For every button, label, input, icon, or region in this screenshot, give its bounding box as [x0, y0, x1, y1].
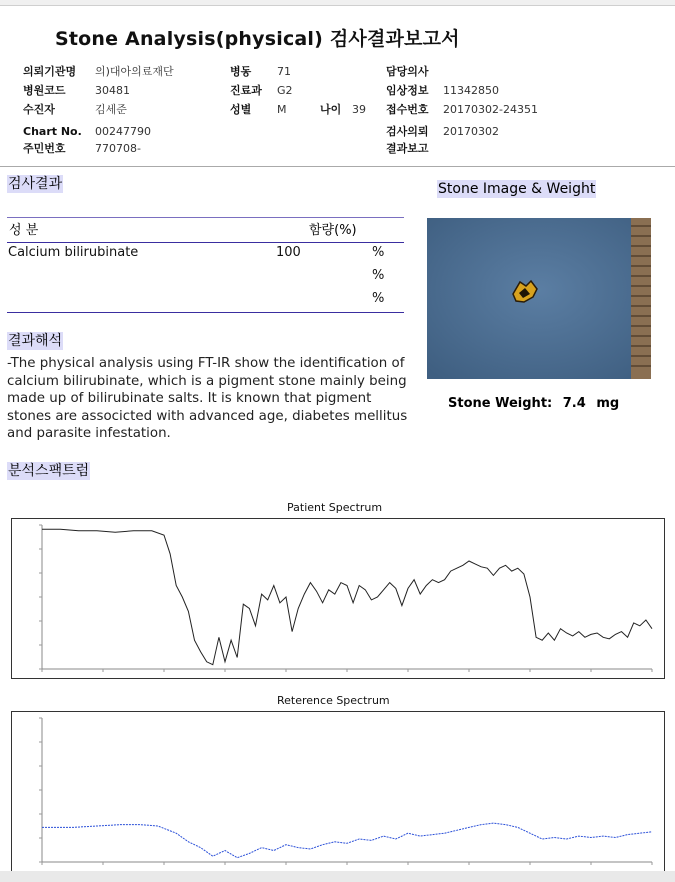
reference-spectrum-title: Reterence Spectrum	[277, 694, 390, 707]
doctor-label: 담당의사	[386, 65, 429, 78]
report-date-label: 결과보고	[386, 142, 429, 155]
component-unit: %	[372, 291, 385, 306]
interpretation-section-title: 결과해석	[8, 333, 63, 349]
department-label: 진료과	[230, 84, 262, 97]
age-label: 나이	[320, 103, 342, 116]
receipt-no-value: 20170302-24351	[443, 103, 538, 116]
hospital-code-value: 30481	[95, 84, 130, 97]
component-amount: 100	[276, 245, 301, 260]
stone-weight-label: Stone Weight:	[448, 396, 553, 411]
reference-spectrum-chart	[11, 711, 665, 872]
results-section-title: 검사결과	[8, 176, 63, 192]
patient-spectrum-line	[42, 529, 652, 664]
header-divider	[0, 166, 675, 167]
patient-spectrum-plot	[12, 519, 664, 678]
spectrum-section-title: 분석스팩트럼	[8, 463, 90, 479]
report-title: Stone Analysis(physical) 검사결과보고서	[55, 28, 460, 50]
patient-name-value: 김세준	[95, 103, 127, 116]
component-unit: %	[372, 268, 385, 283]
stone-photo-graphic	[427, 218, 651, 379]
table-top-rule	[7, 217, 404, 218]
interpretation-text: -The physical analysis using FT-IR show the identification of calcium bilirubinate, which is a pigment stone mainly being made up of bilirubinate salts. It is known that pigment stones are associcted with advanced age, diabetes mellitus and parasite infestation.	[7, 356, 408, 441]
reference-spectrum-line	[42, 823, 652, 858]
component-column-header: 성 분	[9, 223, 39, 238]
resident-no-value: 770708-	[95, 142, 141, 155]
clinical-info-label: 임상정보	[386, 84, 429, 97]
age-value: 39	[352, 103, 366, 116]
stone-weight-unit: mg	[596, 396, 620, 411]
stone-section-title: Stone Image & Weight	[438, 181, 596, 197]
report-page	[0, 5, 675, 878]
clinical-info-value: 11342850	[443, 84, 499, 97]
request-date-value: 20170302	[443, 125, 499, 138]
bottom-bar	[0, 871, 675, 882]
sex-label: 성별	[230, 103, 252, 116]
requesting-org-label: 의뢰기관명	[23, 65, 77, 78]
component-unit: %	[372, 245, 385, 260]
stone-photo	[427, 218, 651, 379]
chart-no-label: Chart No.	[23, 125, 82, 138]
hospital-code-label: 병원코드	[23, 84, 66, 97]
reference-spectrum-plot	[12, 712, 664, 871]
table-header-rule	[7, 242, 404, 243]
chart-no-value: 00247790	[95, 125, 151, 138]
department-value: G2	[277, 84, 293, 97]
component-name: Calcium bilirubinate	[8, 245, 139, 260]
amount-column-header: 함량(%)	[309, 223, 357, 238]
requesting-org-value: 의)대아의료재단	[95, 65, 174, 78]
ward-label: 병동	[230, 65, 252, 78]
patient-spectrum-chart	[11, 518, 665, 679]
patient-spectrum-title: Patient Spectrum	[287, 501, 383, 514]
table-bottom-rule	[7, 312, 404, 313]
stone-weight-value: 7.4	[562, 396, 586, 411]
request-date-label: 검사의뢰	[386, 125, 429, 138]
patient-name-label: 수진자	[23, 103, 55, 116]
receipt-no-label: 접수번호	[386, 103, 429, 116]
ward-value: 71	[277, 65, 291, 78]
stone-weight	[448, 396, 619, 411]
sex-value: M	[277, 103, 287, 116]
resident-no-label: 주민번호	[23, 142, 66, 155]
